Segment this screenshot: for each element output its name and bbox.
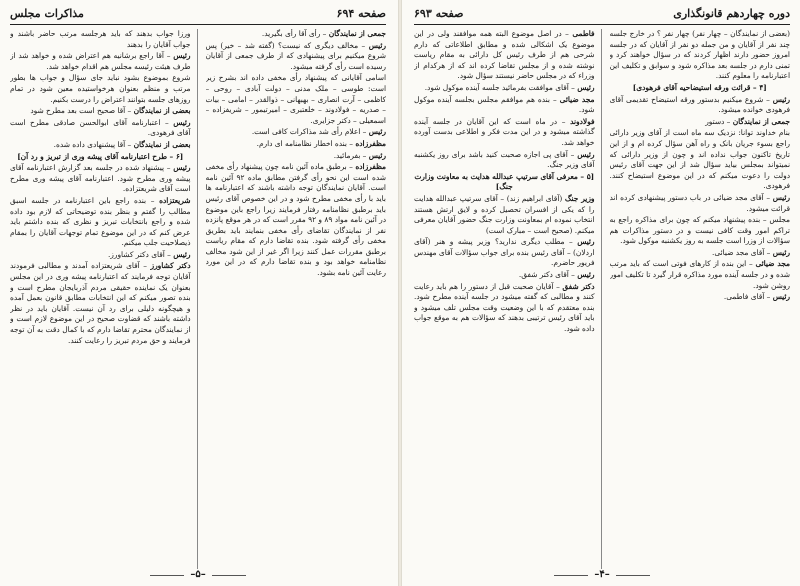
speech-text: – آقای دکتر کشاورز.	[107, 249, 171, 259]
left-footer-page-number-text: –۵–	[184, 569, 211, 580]
left-header-page-number: صفحه ۶۹۴	[336, 7, 386, 20]
speech-text: مجلس – بنده پیشنهاد میکنم که چون برای مذاکره راجع به تراکم امور وقت کافی نیست و در دستور مذاکرات هم سؤالات از وزرا است جلسه به روز یکشنبه موکول شود.	[609, 215, 790, 246]
speech-text: – آقایان صحبت قبل از دستور را هم باید رعایت کنند و مطالبی که گفته میشود در جلسه آینده مطرح شود. بنده معتقدم که با این وضعیت وقت مجلس تلف میشود و باید آقای رئیس ترتیبی بدهند که سؤالات هم به موقع جواب داده شود.	[414, 281, 595, 334]
speaker-name: رئیس	[772, 292, 790, 302]
speech-text: ورزا جواب بدهند که باید هرجلسه مرتب حاضر باشند و جواب آقایان را بدهند	[10, 29, 191, 49]
speech-text: – بنده راجع باین اعتبارنامه در جلسه اسبق مطالب را گفتم و بنظر بنده توضیحاتی که لازم بود داده شده و راجع بانتخابات تبریز و نظری که بنده داشتم باید عرض کنم که در این موضوع تمام توجهات آقایان را بمقام ذیصلاحیت جلب میکنم.	[10, 195, 191, 248]
speech-text: – آقای مجد ضیائی.	[712, 247, 771, 257]
speech-text: – بنده هم موافقم مجلس بجلسه آینده موکول شود.	[414, 94, 595, 115]
speech-text: – رأی آقا رأی بگیرید.	[261, 29, 327, 38]
speaker-name: جمعی از نمایندگان	[732, 116, 790, 126]
speaker-name: فولادوند	[570, 116, 595, 126]
speech-paragraph	[610, 95, 791, 116]
speech-paragraph	[10, 29, 191, 50]
speech-paragraph	[414, 282, 595, 335]
speech-text: – مطلب دیگری ندارید؟ وزیر پیشه و هنر (آقای اردلان) – آقای رئیس بنده برای جواب سؤالات آقای مهندس فریور حاضرم.	[414, 237, 595, 268]
left-page-column-1	[206, 29, 387, 571]
speech-text: (آقای ابراهیم زند) – آقای سرتیپ عبدالله هدایت را که یکی از افسران تحصیل کرده و لایق ارتش هستند انتخاب نموده ام بمعاونت وزارت جنگ حضور آقایان معرفی میکنم. (صحیح است – مبارک است)	[414, 193, 595, 235]
speech-paragraph	[610, 259, 791, 291]
right-running-header	[414, 6, 790, 22]
section-heading: [۵ – معرفی آقای سرتیپ عبدالله هدایت به معاونت وزارت جنگ]	[414, 171, 595, 192]
speaker-name: دکتر کشاورز	[150, 261, 191, 271]
speech-text: – آقای مجد ضیائی در باب دستور پیشنهادی کرده اند قرائت میشود.	[609, 192, 790, 213]
right-page	[404, 0, 800, 586]
speaker-name: رئیس	[368, 40, 386, 50]
speech-text: – اعلام رأی شد مذاکرات کافی است.	[251, 127, 367, 137]
speech-paragraph	[206, 29, 387, 40]
speech-paragraph	[414, 83, 595, 94]
speech-paragraph	[206, 139, 387, 150]
left-page-column-2	[10, 29, 198, 571]
speaker-name: رئیس	[173, 249, 191, 259]
speech-paragraph	[610, 248, 791, 259]
speaker-name: دکتر شفق	[562, 281, 595, 291]
speech-text: – برطبق ماده آئین نامه چون پیشنهاد رأی مخفی شده است این نحو رأی گرفتن مطابق ماده ۹۲ آئین نامه است. آقایان نمایندگان توجه داشته باشند که اعتبارنامه ها باید با رأی مخفی مطرح شود و در این خصوص آقای رئیس باید برطبق نظامنامه رفتار فرمایند زیرا راجع باین موضوع در آئین نامه مواد ۸۹ و ۹۲ مقرر است که در هر موقع پانزده نفر از نمایندگان تقاضای رأی مخفی بنمایند باید بطریق مخفی رأی گرفته شود. بنده تقاضا دارم که مقام ریاست برطبق مقررات عمل کنند زیرا اگر غیر از این شود مخالف نظامنامه خواهد بود و بنده تقاضا دارم که در این مورد رعایت آئین نامه بشود.	[205, 162, 386, 278]
speech-paragraph	[414, 194, 595, 236]
speaker-name: رئیس	[577, 82, 595, 92]
speech-paragraph	[206, 73, 387, 126]
speech-paragraph	[414, 29, 595, 82]
speech-text: اسامی آقایانی که پیشنهاد رأی مخفی داده اند بشرح زیر است: طوسی – ملک مدنی – دولت آبادی – روحی – کاظمی – آرت انصاری – بهبهانی – ذوالقدر – امامی – بیات – صدریه – فولادوند – خلعتبری – امیرتیمور – شریفزاده – اسمعیلی – دکتر جزایری.	[205, 73, 386, 125]
speech-paragraph	[10, 261, 191, 346]
speaker-name: رئیس	[772, 94, 790, 104]
speech-text: – بفرمائید.	[333, 150, 367, 160]
speech-text: – آقای فاطمی.	[723, 292, 771, 302]
speech-text: – این بنده از کارهای فوتی است که باید مرتب شده و در جلسه آینده مورد مذاکره قرار گیرد تا تکلیف امور روشن شود.	[609, 259, 790, 290]
speech-paragraph	[10, 140, 191, 151]
speech-paragraph	[414, 117, 595, 149]
speech-text: – در ماه است که این آقایان در جلسه آینده گذاشته میشود و در این مدت فکر و اطلاعی بدست آورده خواهد شد.	[414, 116, 595, 147]
section-heading: [۴ – قرائت ورقه استیضاحیه آقای فرهودی]	[632, 82, 767, 92]
speech-paragraph	[610, 193, 791, 214]
left-header-title: مذاکرات مجلس	[10, 7, 84, 20]
speech-paragraph	[206, 151, 387, 162]
speaker-name: رئیس	[772, 247, 790, 257]
left-page-footer-number	[0, 569, 396, 580]
speech-paragraph	[610, 292, 791, 303]
speaker-name: مظفرزاده	[355, 138, 386, 148]
left-page	[0, 0, 396, 586]
speaker-name: رئیس	[368, 127, 386, 137]
speaker-name: وزیر جنگ	[564, 193, 595, 203]
speaker-name: رئیس	[368, 150, 386, 160]
left-header-rule	[10, 24, 386, 25]
speech-text: شروع بموضوع بشود نباید جای سؤال و جواب ها بطور مرتب و منظم بعنوان هرخواستیده معین شود در تمام روزهای جلسه بتوانند اعتراض را درست بکنیم.	[10, 73, 191, 104]
speaker-name: مجد ضیائی	[559, 94, 595, 104]
speech-paragraph	[206, 41, 387, 73]
speaker-name: مظفرزاده	[355, 162, 386, 172]
speech-text: – آقای موافقت بفرمائید جلسه آینده موکول شود.	[424, 82, 575, 92]
speaker-name: رئیس	[173, 51, 191, 61]
speaker-name: بعضی از نمایندگان	[133, 139, 191, 149]
speech-text: – مخالف دیگری که نیست؟ (گفته شد – خیر) پس شروع میکنیم برای پیشنهادی که از طرف جمعی از آقایان رسیده است رأی گرفته میشود.	[205, 40, 386, 71]
speech-text: – آقای دکتر شفق.	[518, 270, 575, 280]
speech-paragraph	[10, 51, 191, 72]
speaker-name: رئیس	[173, 163, 191, 173]
speech-text: – آقا پیشنهادی داده شده.	[53, 139, 132, 149]
speech-paragraph	[610, 117, 791, 128]
speaker-name: رئیس	[577, 149, 595, 159]
speech-paragraph	[414, 150, 595, 171]
speaker-name: فاطمی	[572, 29, 595, 38]
speech-paragraph	[414, 95, 595, 116]
speech-text: – شروع میکنیم بدستور ورقه استیضاح تقدیمی آقای فرهودی خوانده میشود.	[609, 94, 790, 115]
speech-paragraph	[414, 237, 595, 269]
speech-paragraph	[610, 29, 791, 82]
speech-text: – آقا راجع برشانیه هم اعتراض شده و خواهد شد از طرف هیئت رئیسه مجلس هم اقدام خواهد شد.	[10, 51, 191, 71]
speech-text: – پیشنهاد شده در جلسه بعد گزارش اعتبارنامه آقای پیشه وری مطرح شود. اعتبارنامه آقای پیشه وری مطرح است آقای شریعتزاده.	[10, 163, 191, 194]
right-header-title: دوره چهاردهم قانونگذاری	[673, 7, 790, 20]
speech-text: – اعتبارنامه آقای ابوالحسن صادقی مطرح است آقای فرهودی.	[10, 117, 191, 138]
speaker-name: بعضی از نمایندگان	[133, 106, 191, 116]
speech-text: – آقای پی اجازه صحبت کنید باشد برای روز یکشنبه آقای وزیر جنگ.	[414, 149, 595, 170]
right-page-footer-number	[404, 569, 800, 580]
speech-paragraph	[206, 162, 387, 279]
speech-text: – دستور	[705, 116, 731, 126]
speaker-name: رئیس	[577, 237, 595, 247]
speech-paragraph	[10, 163, 191, 195]
speaker-name: جمعی از نمایندگان	[328, 29, 386, 38]
right-header-rule	[414, 24, 790, 25]
speech-text: – بنده اخطار نظامنامه ای دارم.	[256, 138, 354, 148]
speech-paragraph	[10, 196, 191, 249]
book-spine	[398, 0, 402, 586]
speech-paragraph	[610, 128, 791, 192]
speaker-name: مجد ضیائی	[755, 259, 790, 269]
speech-paragraph	[10, 73, 191, 105]
speech-paragraph	[206, 127, 387, 138]
speech-paragraph	[414, 270, 595, 281]
speech-paragraph	[610, 215, 791, 247]
speech-paragraph	[10, 106, 191, 117]
right-footer-page-number-text: –۴–	[588, 569, 615, 580]
section-heading: [۶ – طرح اعتبارنامه آقای پیشه وری از تبریز و رد آن]	[17, 151, 184, 161]
speech-paragraph	[10, 118, 191, 139]
speaker-name: رئیس	[577, 270, 595, 280]
speech-paragraph	[10, 250, 191, 261]
speaker-name: شریعتزاده	[159, 195, 191, 205]
speech-text: – در اصل موضوع البته همه موافقند ولی در این موضوع یک اشکالی شده و مطابق اطلاعاتی که دارم شرحی هم از طرف رئیس کل دارائی به مقام ریاست نوشته شده و از مجلس تقاضا کرده اند که از هرکدام از وزراء که در مجلس حاضر نیستند سؤال شود.	[414, 29, 595, 81]
speech-text: – آقای شریعتزاده آمدند و مطالبی فرمودند آقایان توجه فرمایند که اعتبارنامه پیشه وری در این مجلس بعنوان یک نماینده حقیقی مردم آذربایجان مطرح است و بنده تصور میکنم که این انتخابات مطابق قانون بعمل آمده و هیچگونه دلیلی برای رد آن نیست. آقایان باید در نظر داشته باشند که قضاوت صحیح در این موضوع لازم است و از نمایندگان محترم تقاضا دارم که با کمال دقت به آن توجه فرمایند و حق مردم تبریز را رعایت کنند.	[10, 261, 191, 345]
right-page-column-1	[610, 29, 791, 571]
speaker-name: رئیس	[173, 117, 191, 127]
left-running-header	[10, 6, 386, 22]
right-page-column-2	[414, 29, 602, 571]
speech-text: (بعضی از نمایندگان – چهار نفر) چهار نفر ؟ در خارج جلسه چند نفر از آقایان و من جمله دو نفر از آقایان که در جلسه امروز حضور دارند اظهار کردند که در سؤال خواهند کرد و تمنی دارم در جلسه بعد مذاکره شود و سوابق و تکلیف این اعتبارنامه را معلوم کنند.	[609, 29, 790, 81]
speech-text: بنام خداوند توانا: نزدیک سه ماه است از آقای وزیر دارائی راجع بسوء جریان بانک و راه آهن سؤال کرده ام و از این تاریخ تاکنون جواب نداده اند و چون از وزیر دارائی که نمیتواند بمجلس بیاید سؤال شد از این جهت آقای رئیس دولت را دعوت میکنم که در این موضوع استیضاح کنند. فرهودی.	[609, 128, 790, 191]
right-header-page-number: صفحه ۶۹۳	[414, 7, 464, 20]
speech-text: – آقا صحیح است بعد مطرح شود	[30, 106, 132, 116]
speaker-name: رئیس	[772, 192, 790, 202]
